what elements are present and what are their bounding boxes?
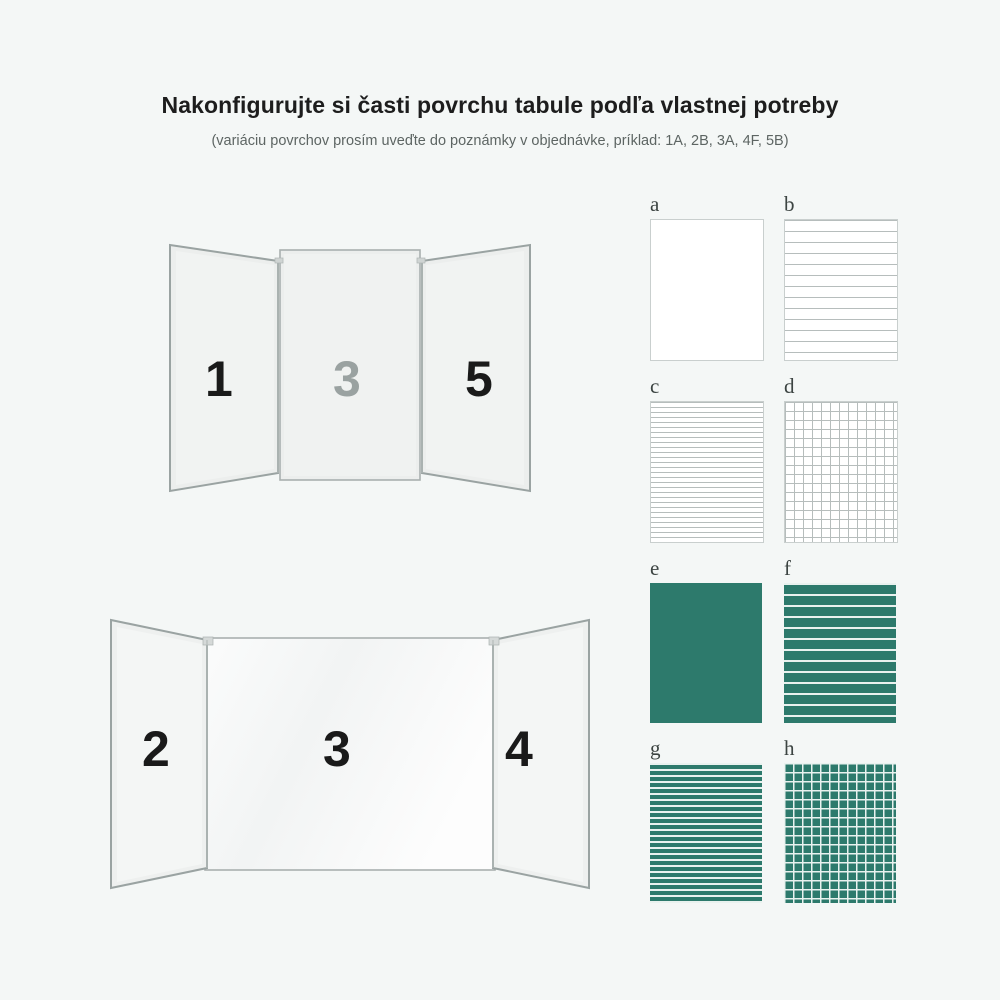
surface-sample-grid	[650, 193, 910, 917]
hinge-right-icon	[417, 258, 425, 263]
whiteboard-open-svg	[150, 205, 550, 545]
page-subtitle: (variáciu povrchov prosím uveďte do poznámky v objednávke, príklad: 1A, 2B, 3A, 4F, 5B)	[211, 132, 789, 149]
swatch-b-surface[interactable]	[784, 219, 898, 361]
sample-b-white-lined[interactable]	[784, 193, 896, 361]
right-panel-4[interactable]	[493, 620, 589, 888]
sample-label-a: a	[650, 192, 660, 216]
sample-label-e: e	[650, 556, 660, 581]
right-panel-5[interactable]	[422, 245, 530, 491]
panel-label-4: 4	[505, 721, 533, 777]
sample-label-f: f	[784, 556, 791, 581]
pattern-lines-wide	[785, 220, 897, 360]
sample-label-d: d	[784, 374, 795, 399]
pattern-lines-narrow	[650, 763, 762, 903]
swatch-e-surface[interactable]	[650, 583, 762, 723]
sample-d-white-grid[interactable]	[784, 375, 896, 543]
swatch-d-surface[interactable]	[784, 401, 898, 543]
sample-g-green-narrow-lined[interactable]	[650, 737, 762, 903]
hinge-left-icon	[203, 637, 213, 645]
swatch-f-surface[interactable]	[784, 583, 896, 723]
whiteboard-folded-svg	[95, 610, 605, 900]
sample-a-white-plain[interactable]	[650, 193, 762, 361]
swatch-g-surface[interactable]	[650, 763, 762, 903]
pattern-grid	[785, 402, 897, 542]
sample-e-green-plain[interactable]	[650, 557, 762, 723]
sample-label-c: c	[650, 374, 660, 399]
sample-c-white-narrow-lined[interactable]	[650, 375, 762, 543]
sample-f-green-lined[interactable]	[784, 557, 896, 723]
panel-label-5: 5	[465, 351, 493, 407]
panel-label-3-top: 3	[333, 351, 361, 407]
panel-label-3-bottom: 3	[323, 721, 351, 777]
whiteboard-diagram-open	[150, 205, 550, 545]
left-panel-1[interactable]	[170, 245, 278, 491]
header	[0, 92, 1000, 150]
swatch-c-surface[interactable]	[650, 401, 764, 543]
left-panel-2[interactable]	[111, 620, 207, 888]
pattern-lines-narrow	[651, 402, 763, 542]
hinge-right-icon	[489, 637, 499, 645]
sample-row	[650, 375, 910, 543]
pattern-lines-wide	[784, 583, 896, 723]
sample-label-g: g	[650, 736, 661, 761]
center-panel-3[interactable]	[205, 638, 495, 870]
hinge-left-icon	[275, 258, 283, 263]
center-panel-3[interactable]	[280, 250, 420, 480]
whiteboard-diagram-folded	[95, 610, 605, 900]
sample-row	[650, 737, 910, 903]
sample-row	[650, 557, 910, 723]
panel-label-1: 1	[205, 351, 233, 407]
pattern-grid	[784, 763, 896, 903]
panel-label-2: 2	[142, 721, 170, 777]
page-title: Nakonfigurujte si časti povrchu tabule podľa vlastnej potreby	[161, 92, 839, 118]
sample-label-b: b	[784, 192, 795, 216]
sample-row	[650, 193, 910, 361]
sample-h-green-grid[interactable]	[784, 737, 896, 903]
swatch-a-surface[interactable]	[650, 219, 764, 361]
sample-label-h: h	[784, 736, 795, 761]
swatch-h-surface[interactable]	[784, 763, 896, 903]
